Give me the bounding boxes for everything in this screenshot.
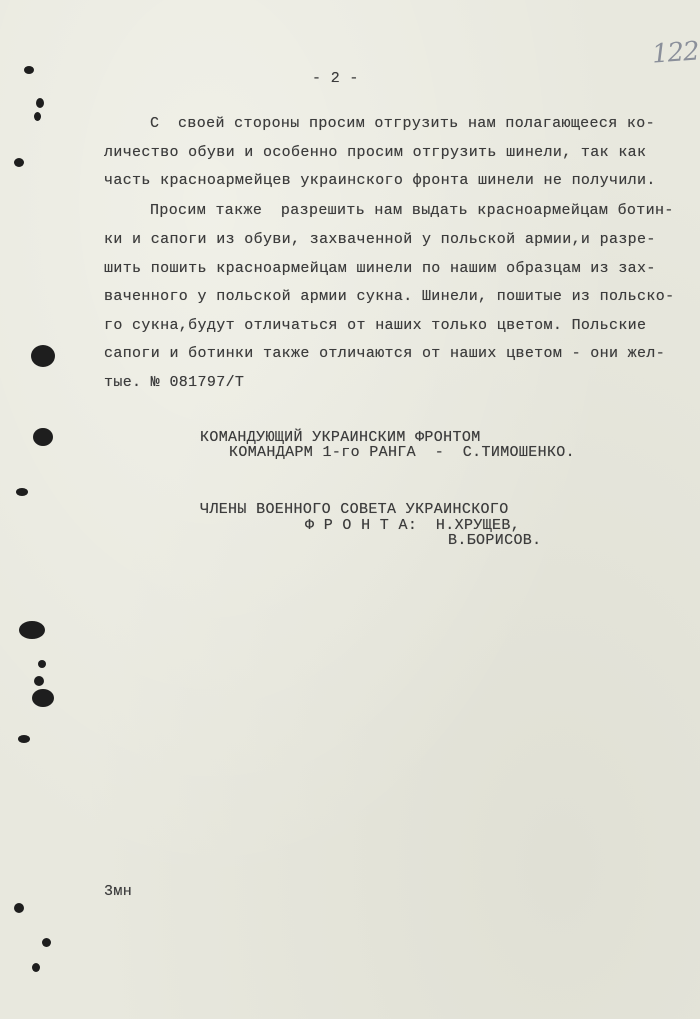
body-line: шить пошить красноармейцам шинели по нашим образцам из зах- bbox=[104, 260, 656, 277]
body-line: С своей стороны просим отгрузить нам полагающееся ко- bbox=[150, 115, 655, 132]
punch-hole bbox=[32, 963, 40, 972]
body-line: го сукна,будут отличаться от наших только цветом. Польские bbox=[104, 317, 647, 334]
punch-hole bbox=[19, 621, 45, 639]
signature-title: КОМАНДУЮЩИЙ УКРАИНСКИМ ФРОНТОМ bbox=[200, 429, 481, 446]
body-line: личество обуви и особенно просим отгрузить шинели, так как bbox=[104, 144, 647, 161]
punch-hole bbox=[18, 735, 30, 743]
punch-hole bbox=[14, 903, 24, 913]
body-line: ки и сапоги из обуви, захваченной у польской армии,и разре- bbox=[104, 231, 656, 248]
body-line: Просим также разрешить нам выдать красноармейцам ботин- bbox=[150, 202, 674, 219]
council-members-line: Ф Р О Н Т А: Н.ХРУЩЕВ, bbox=[305, 517, 521, 534]
council-member-name: В.БОРИСОВ. bbox=[448, 532, 542, 549]
punch-hole bbox=[14, 158, 24, 167]
body-line: часть красноармейцев украинского фронта шинели не получили. bbox=[104, 172, 656, 189]
body-line: ваченного у польской армии сукна. Шинели, пошитые из польско- bbox=[104, 288, 675, 305]
council-title: ЧЛЕНЫ ВОЕННОГО СОВЕТА УКРАИНСКОГО bbox=[200, 501, 509, 518]
punch-hole bbox=[33, 428, 53, 446]
typist-mark: 3мн bbox=[104, 883, 133, 900]
punch-hole bbox=[16, 488, 28, 496]
body-line: сапоги и ботинки также отличаются от наших цветом - они жел- bbox=[104, 345, 666, 362]
body-line: тые. № 081797/Т bbox=[104, 374, 245, 391]
punch-hole bbox=[34, 112, 41, 121]
signature-name: КОМАНДАРМ 1-го РАНГА - С.ТИМОШЕНКО. bbox=[229, 444, 576, 461]
archive-page-number: 122 bbox=[651, 36, 700, 70]
punch-hole bbox=[36, 98, 44, 108]
punch-hole bbox=[31, 345, 55, 367]
punch-hole bbox=[24, 66, 34, 74]
punch-hole bbox=[32, 689, 54, 707]
punch-hole bbox=[42, 938, 51, 947]
punch-hole bbox=[38, 660, 46, 668]
page-marker: - 2 - bbox=[312, 70, 359, 87]
punch-hole bbox=[34, 676, 44, 686]
